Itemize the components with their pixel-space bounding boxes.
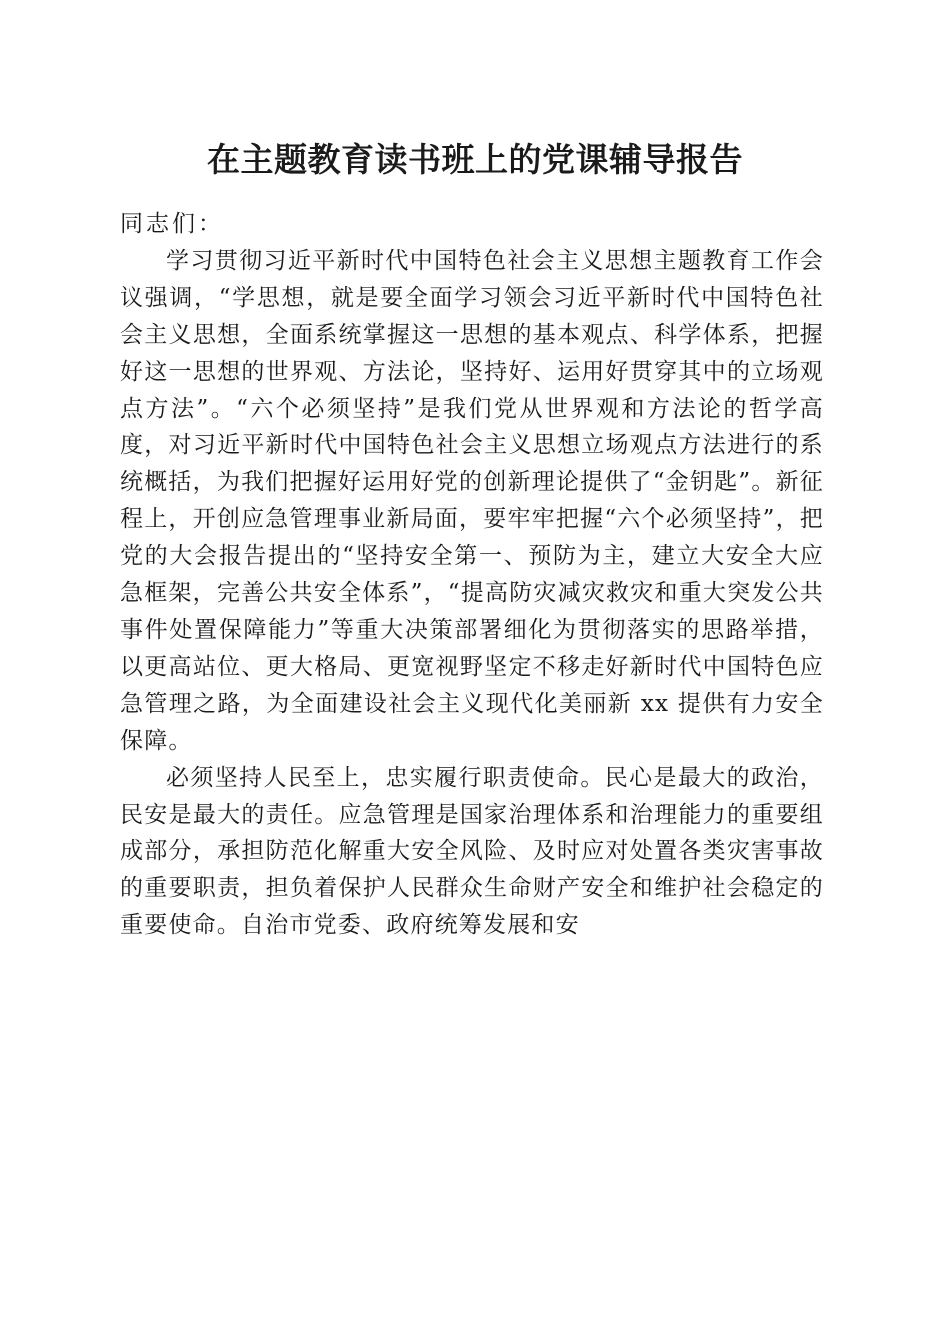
paragraph-1: 学习贯彻习近平新时代中国特色社会主义思想主题教育工作会议强调，“学思想，就是要全面学习领会习近平新时代中国特色社会主义思想，全面系统掌握这一思想的基本观点、科学体系，把握好这一思想的世界观、方法论，坚持好、运用好贯穿其中的立场观点方法”。“六个必须坚持”是我们党从世界观和方法论的哲学高度，对习近平新时代中国特色社会主义思想立场观点方法进行的系统概括，为我们把握好运用好党的创新理论提供了“金钥匙”。新征程上，开创应急管理事业新局面，要牢牢把握“六个必须坚持”，把党的大会报告提出的“坚持安全第一、预防为主，建立大安全大应急框架，完善公共安全体系”，“提高防灾减灾救灾和重大突发公共事件处置保障能力”等重大决策部署细化为贯彻落实的思路举措，以更高站位、更大格局、更宽视野坚定不移走好新时代中国特色应急管理之路，为全面建设社会主义现代化美丽新 xx 提供有力安全保障。 <box>120 247 824 754</box>
document-body <box>120 206 824 944</box>
salutation: 同志们： <box>120 211 224 237</box>
document-title: 在主题教育读书班上的党课辅导报告 <box>207 140 743 179</box>
paragraph-2: 必须坚持人民至上，忠实履行职责使命。民心是最大的政治，民安是最大的责任。应急管理是国家治理体系和治理能力的重要组成部分，承担防范化解重大安全风险、及时应对处置各类灾害事故的重要职责，担负着保护人民群众生命财产安全和维护社会稳定的重要使命。自治市党委、政府统筹发展和安 <box>120 764 824 939</box>
